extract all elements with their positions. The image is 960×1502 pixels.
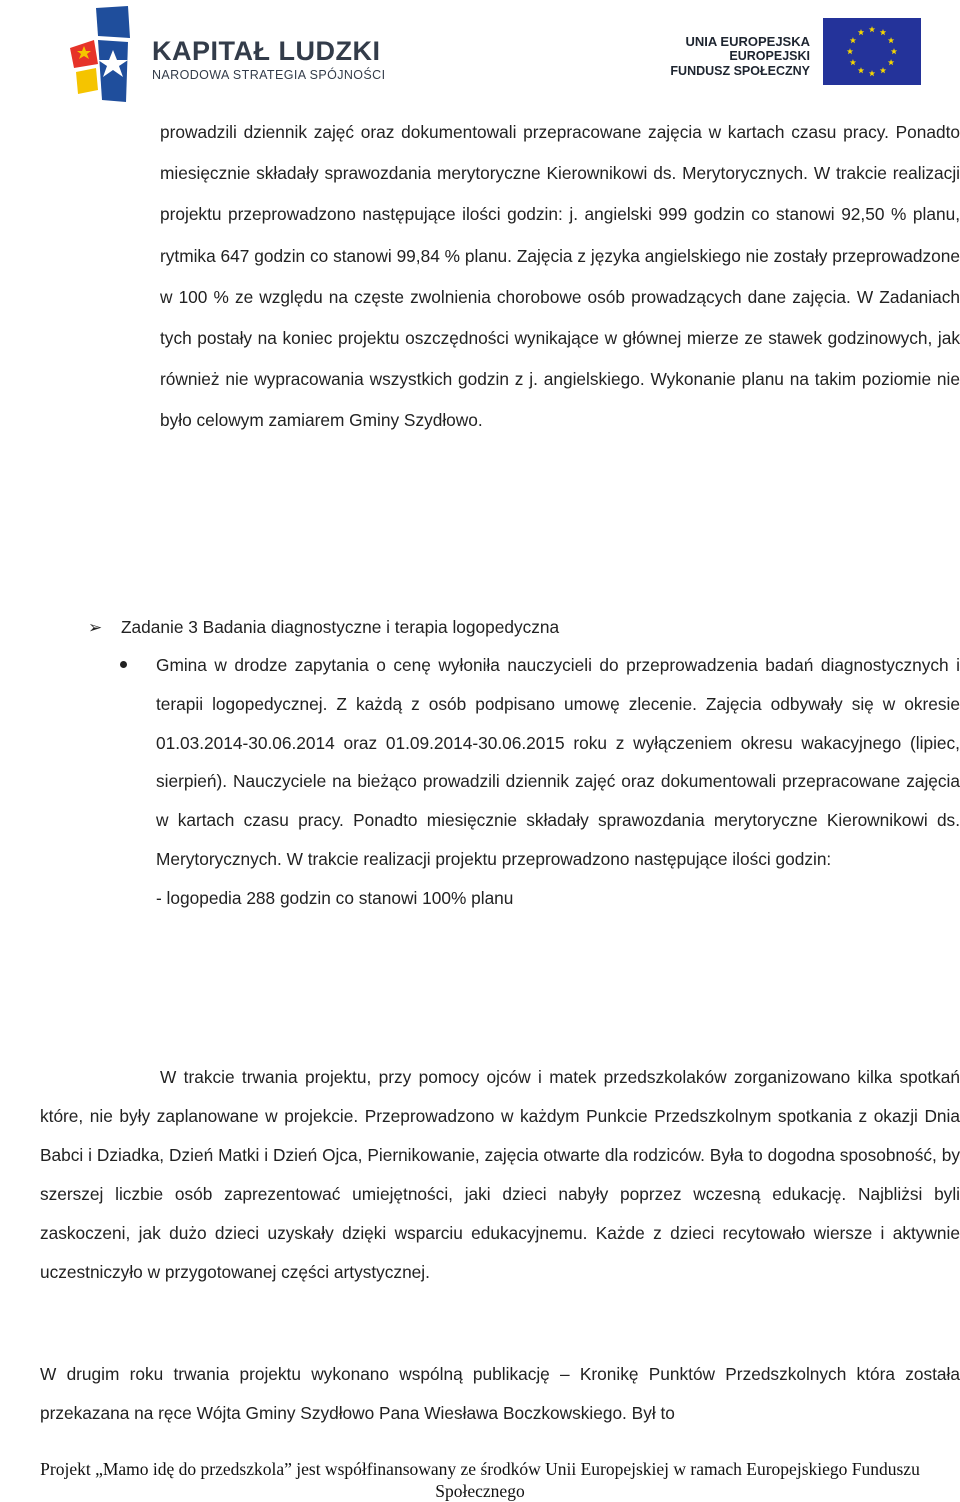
kapital-ludzki-emblem — [68, 6, 138, 104]
logo-subtitle: NARODOWA STRATEGIA SPÓJNOŚCI — [152, 68, 386, 82]
eu-flag-icon — [823, 18, 921, 85]
paragraph-continuation: prowadzili dziennik zajęć oraz dokumentowali przepracowane zajęcia w kartach czasu pracy. Ponadto miesięcznie składały sprawozdania merytoryczne Kierownikowi ds. Merytorycznych. W trakcie realizacji projektu przeprowadzono następujące ilości godzin: j. angielski 999 godzin co stanowi 92,50 % planu, rytmika 647 godzin co stanowi 99,84 % planu. Zajęcia z języka angielskiego nie zostały przeprowadzone w 100 % ze względu na częste zwolnienia chorobowe osób prowadzących dane zajęcia. W Zadaniach tych postały na koniec projektu oszczędności wynikające w głównej mierze ze stawek godzinowych, jak również nie wypracowania wszystkich godzin z j. angielskiego. Wykonanie planu na takim poziomie nie było celowym zamiarem Gminy Szydłowo. — [160, 122, 960, 431]
eu-line-1: UNIA EUROPEJSKA — [685, 34, 810, 49]
page-header — [0, 0, 960, 110]
kapital-ludzki-logo — [68, 6, 388, 104]
eu-line-3: FUNDUSZ SPOŁECZNY — [670, 64, 810, 78]
list-item-text — [156, 646, 960, 918]
page-footer: Projekt „Mamo idę do przedszkola” jest współfinansowany ze środków Unii Europejskiej w ramach Europejskiego Funduszu Społecznego — [40, 1459, 920, 1501]
section-heading-text: Zadanie 3 Badania diagnostyczne i terapia logopedyczna — [121, 617, 560, 637]
eu-text-block — [664, 34, 810, 79]
bullet-icon — [120, 661, 127, 668]
eu-line-2: EUROPEJSKI — [729, 49, 810, 63]
arrow-bullet-icon: ➢ — [88, 618, 103, 637]
paragraph-publication: W drugim roku trwania projektu wykonano wspólną publikację – Kronikę Punktów Przedszkolnych która została przekazana na ręce Wójta Gminy Szydłowo Pana Wiesława Boczkowskiego. Był to — [40, 1364, 960, 1423]
section-heading — [88, 608, 960, 647]
paragraph-events: W trakcie trwania projektu, przy pomocy ojców i matek przedszkolaków zorganizowano kilka spotkań które, nie były zaplanowane w projekcie. Przeprowadzono w każdym Punkcie Przedszkolnym spotkania z okazji Dnia Babci i Dziadka, Dzień Matki i Dzień Ojca, Piernikowanie, zajęcia otwarte dla rodziców. Była to dogodna sposobność, by szerszej liczbie osób zaprezentować umiejętności, jaki dzieci nabyły poprzez wczesną edukację. Najbliżsi byli zaskoczeni, jak dużo dzieci uzyskały dzięki wsparciu edukacyjnemu. Każde z dzieci recytowało wiersze i aktywnie uczestniczyło w przygotowanej części artystycznej. — [40, 1067, 960, 1282]
logo-title: KAPITAŁ LUDZKI — [152, 36, 381, 66]
list-item-paragraph: Gmina w drodze zapytania o cenę wyłoniła nauczycieli do przeprowadzenia badań diagnostycznych i terapii logopedycznej. Z każdą z osób podpisano umowę zlecenie. Zajęcia odbywały się w okresie 01.03.2014-30.06.2014 oraz 01.09.2014-30.06.2015 roku z wyłączeniem okresu wakacyjnego (lipiec, sierpień). Nauczyciele na bieżąco prowadzili dziennik zajęć oraz dokumentowali przepracowane zajęcia w kartach czasu pracy. Ponadto miesięcznie składały sprawozdania merytoryczne Kierownikowi ds. Merytorycznych. W trakcie realizacji projektu przeprowadzono następujące ilości godzin: — [156, 655, 960, 869]
list-item-subline: - logopedia 288 godzin co stanowi 100% planu — [156, 887, 514, 908]
